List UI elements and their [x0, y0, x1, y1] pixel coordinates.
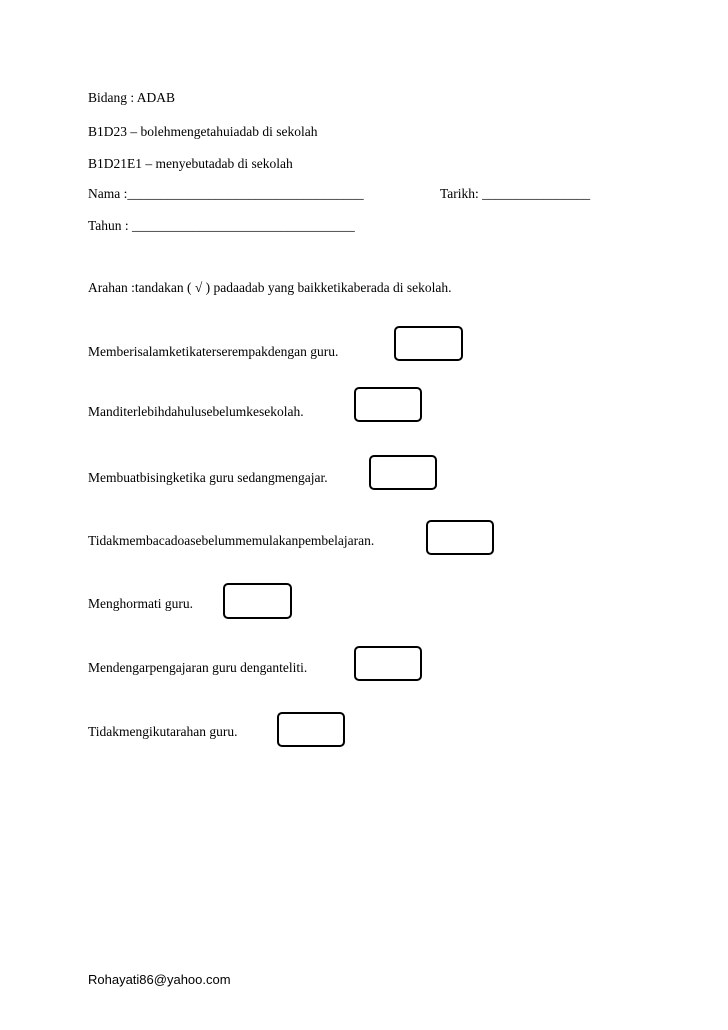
learning-objective: B1D21E1 – menyebutadab di sekolah — [88, 156, 293, 171]
list-item-text: Manditerlebihdahulusebelumkesekolah. — [88, 404, 304, 419]
list-item-text: Membuatbisingketika guru sedangmengajar. — [88, 470, 328, 485]
checkbox[interactable] — [354, 646, 422, 681]
list-item-text: Memberisalamketikaterserempakdengan guru. — [88, 344, 339, 359]
checkbox[interactable] — [277, 712, 345, 747]
checkbox[interactable] — [394, 326, 463, 361]
list-item-text: Tidakmengikutarahan guru. — [88, 724, 238, 739]
checkbox[interactable] — [426, 520, 494, 555]
learning-standard: B1D23 – bolehmengetahuiadab di sekolah — [88, 124, 318, 139]
checkbox[interactable] — [354, 387, 422, 422]
instruction-text: Arahan :tandakan ( √ ) padaadab yang baikketikaberada di sekolah. — [88, 280, 452, 295]
footer-email: Rohayati86@yahoo.com — [88, 972, 231, 987]
year-field[interactable]: Tahun : _________________________________ — [88, 218, 355, 233]
list-item-text: Menghormati guru. — [88, 596, 193, 611]
checkbox[interactable] — [223, 583, 292, 619]
name-field[interactable]: Nama :___________________________________ — [88, 186, 364, 201]
date-field[interactable]: Tarikh: ________________ — [440, 186, 591, 201]
list-item-text: Tidakmembacadoasebelummemulakanpembelajaran. — [88, 533, 375, 548]
list-item-text: Mendengarpengajaran guru denganteliti. — [88, 660, 308, 675]
checkbox[interactable] — [369, 455, 437, 490]
subject-label: Bidang : ADAB — [88, 90, 176, 105]
